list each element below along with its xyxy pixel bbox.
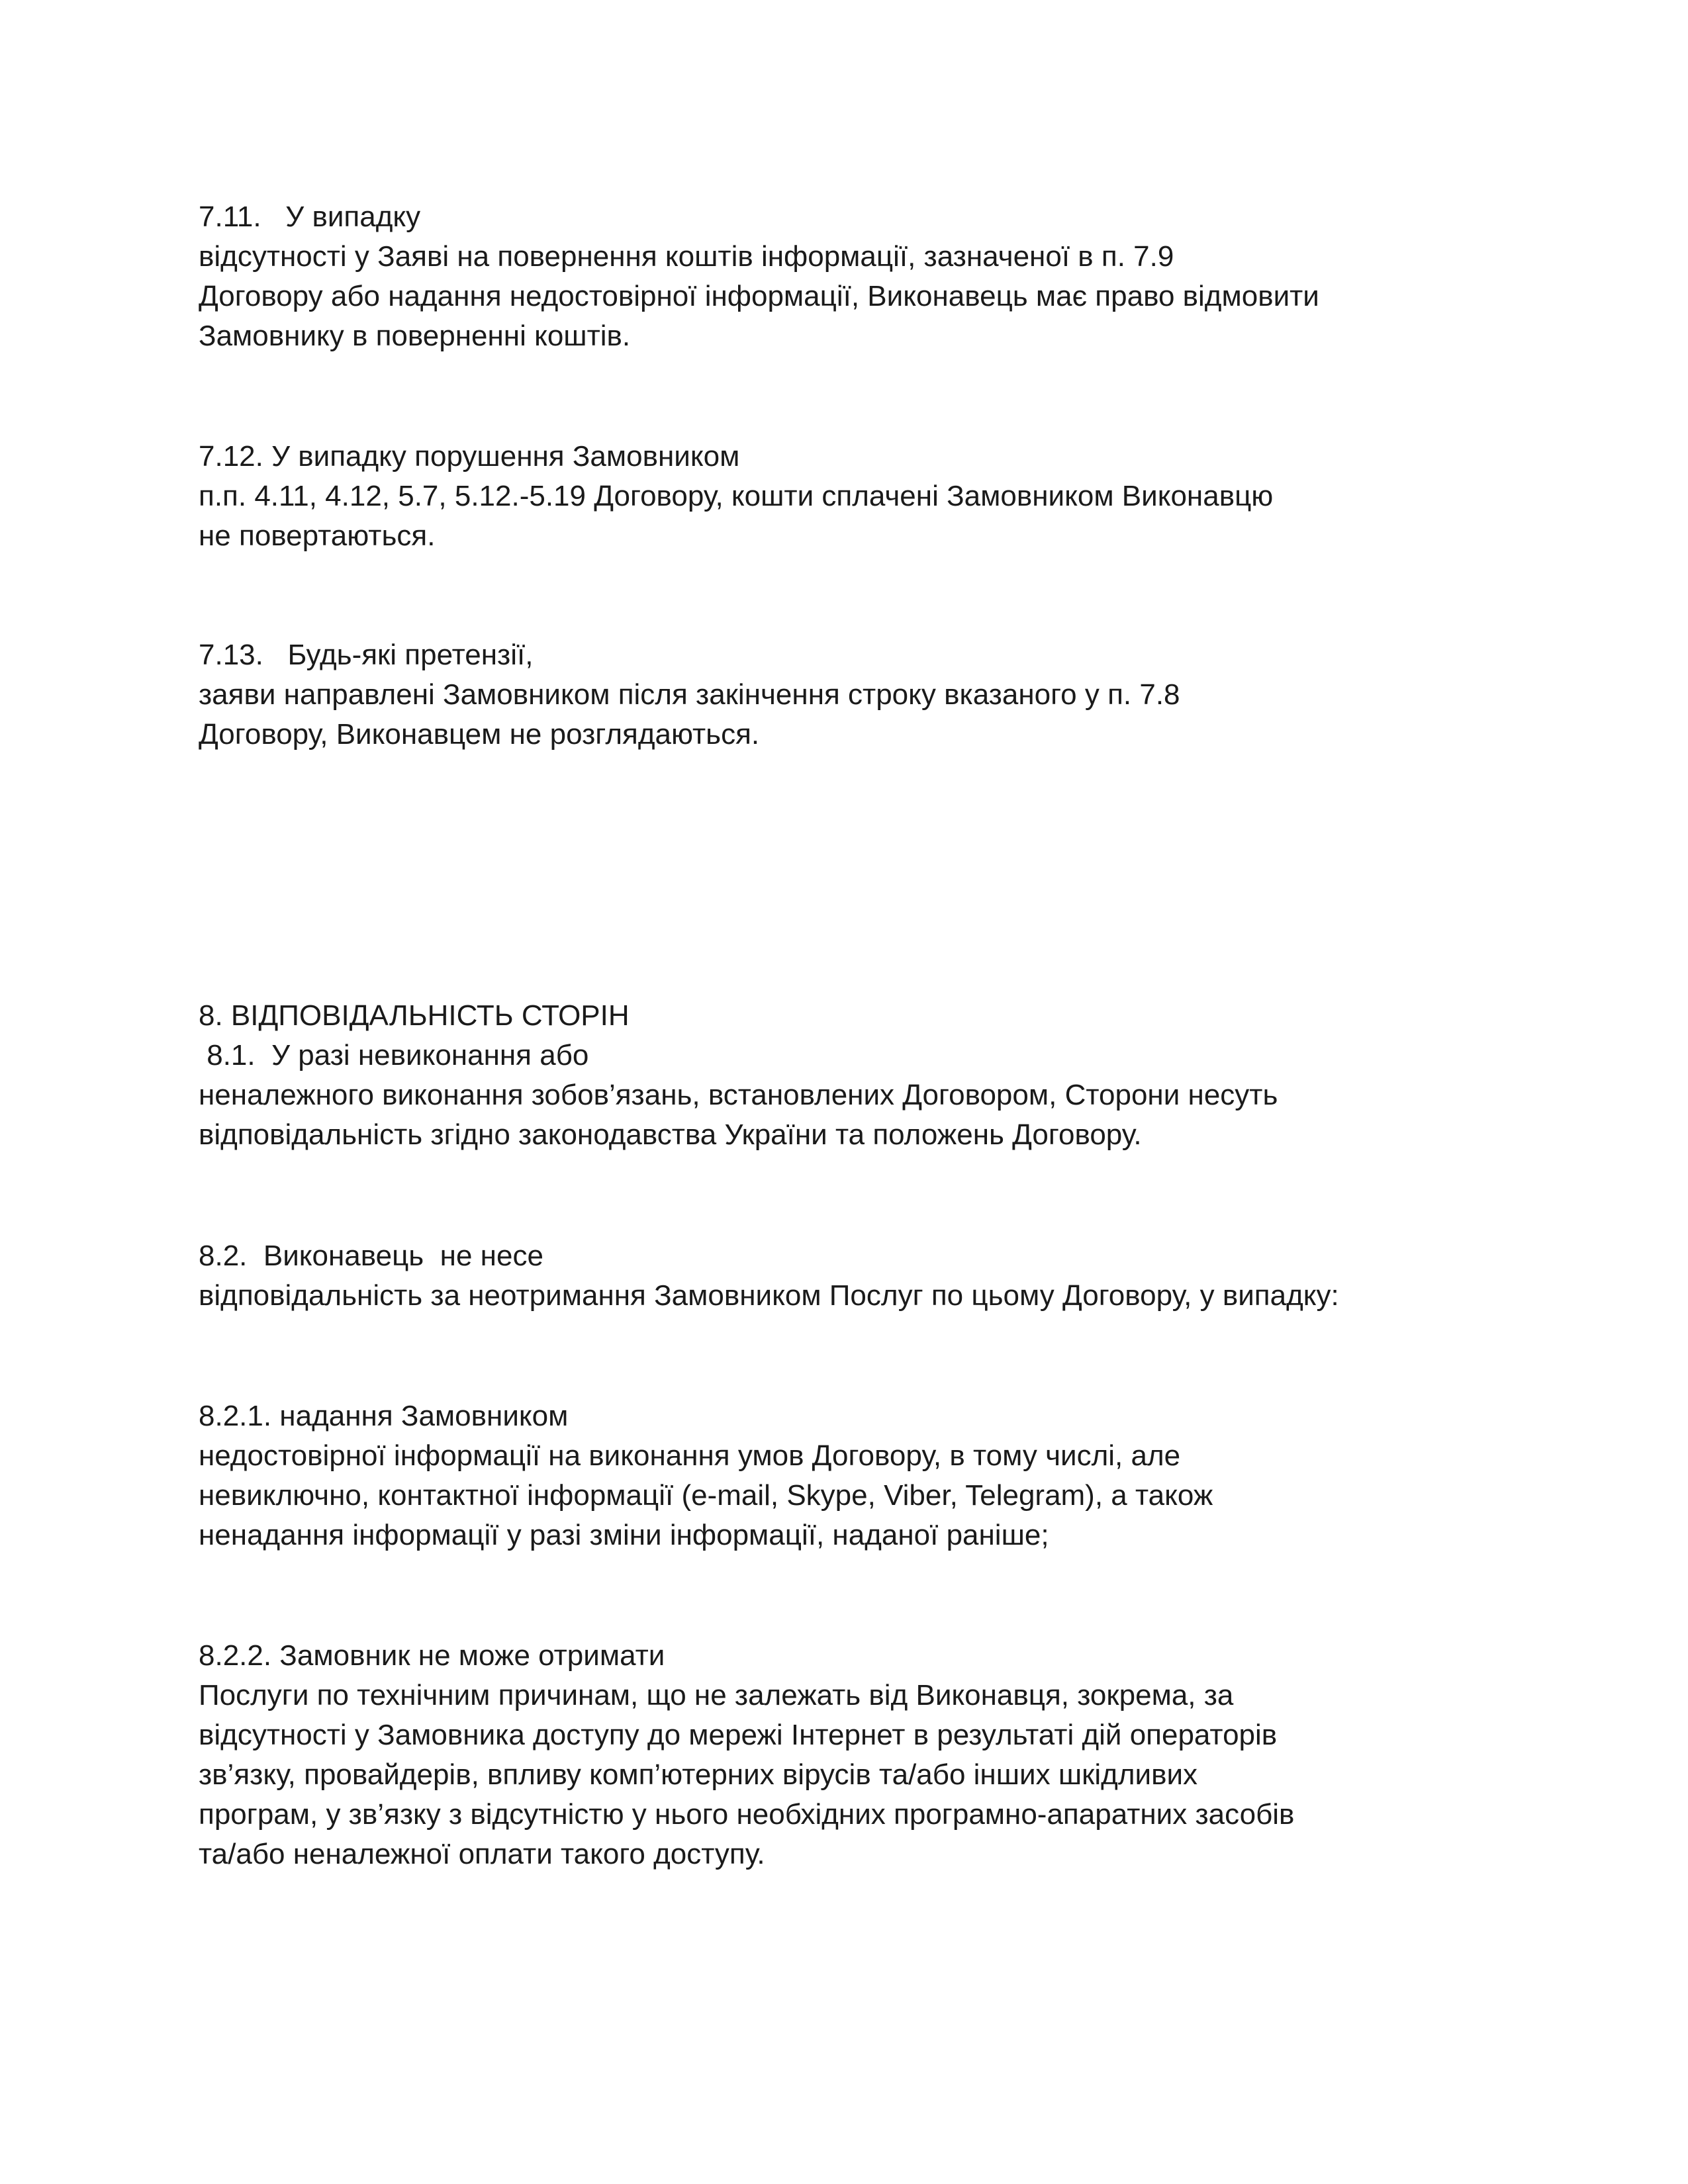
clause-8-2-line: відповідальність за неотримання Замовником Послуг по цьому Договору, у випадку: bbox=[199, 1279, 1339, 1312]
clause-8-2-2-heading: 8.2.2. Замовник не може отримати bbox=[199, 1639, 665, 1672]
clause-8-2-1-line: невиключно, контактної інформації (e-mail, Skype, Viber, Telegram), а також bbox=[199, 1479, 1213, 1512]
clause-8-2-2-line: зв’язку, провайдерів, впливу комп’ютерних вірусів та/або інших шкідливих bbox=[199, 1758, 1198, 1791]
clause-7-11-line: Договору або надання недостовірної інформації, Виконавець має право відмовити bbox=[199, 280, 1319, 312]
clause-7-12-heading: 7.12. У випадку порушення Замовником bbox=[199, 440, 740, 473]
clause-8-1-heading: 8.1. У разі невиконання або bbox=[199, 1039, 589, 1071]
clause-8-1-line: неналежного виконання зобов’язань, встановлених Договором, Сторони несуть bbox=[199, 1079, 1278, 1111]
clause-7-11-line: Замовнику в поверненні коштів. bbox=[199, 320, 631, 352]
clause-8-2-1-line: недостовірної інформації на виконання умов Договору, в тому числі, але bbox=[199, 1439, 1181, 1472]
clause-8-2-heading: 8.2. Виконавець не несе bbox=[199, 1240, 543, 1272]
clause-8-2-1-line: ненадання інформації у разі зміни інформації, наданої раніше; bbox=[199, 1519, 1049, 1551]
clause-7-11-line: відсутності у Заяві на повернення коштів інформації, зазначеної в п. 7.9 bbox=[199, 240, 1174, 273]
clause-8-1-line: відповідальність згідно законодавства України та положень Договору. bbox=[199, 1118, 1142, 1151]
clause-7-12-line: не повертаються. bbox=[199, 520, 436, 552]
clause-8-2-2-line: та/або неналежної оплати такого доступу. bbox=[199, 1838, 765, 1870]
clause-7-12-line: п.п. 4.11, 4.12, 5.7, 5.12.-5.19 Договору, кошти сплачені Замовником Виконавцю bbox=[199, 480, 1274, 512]
clause-8-2-2-line: Послуги по технічним причинам, що не залежать від Виконавця, зокрема, за bbox=[199, 1679, 1234, 1711]
clause-8-2-1-heading: 8.2.1. надання Замовником bbox=[199, 1400, 569, 1432]
section-8-title: 8. ВІДПОВІДАЛЬНІСТЬ СТОРІН bbox=[199, 999, 630, 1032]
clause-7-11-heading: 7.11. У випадку bbox=[199, 201, 421, 233]
clause-8-2-2-line: програм, у зв’язку з відсутністю у нього необхідних програмно-апаратних засобів bbox=[199, 1798, 1295, 1831]
clause-7-13-line: заяви направлені Замовником після закінчення строку вказаного у п. 7.8 bbox=[199, 678, 1180, 711]
clause-7-13-line: Договору, Виконавцем не розглядаються. bbox=[199, 718, 760, 751]
clause-7-13-heading: 7.13. Будь-які претензії, bbox=[199, 639, 534, 671]
clause-8-2-2-line: відсутності у Замовника доступу до мережі Інтернет в результаті дій операторів bbox=[199, 1719, 1278, 1751]
